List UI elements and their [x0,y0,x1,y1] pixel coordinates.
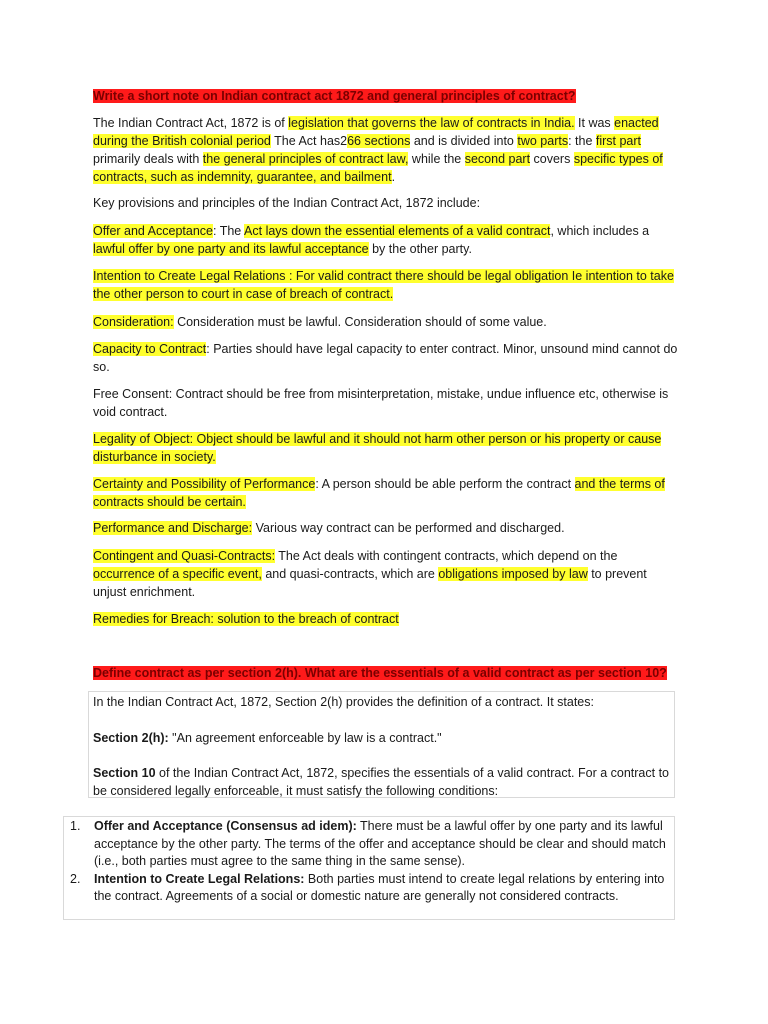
text-run: and is divided into [410,134,518,148]
question-heading-1 [93,87,678,105]
section-10-label: Section 10 [93,766,156,780]
highlight-run: occurrence of a specific event, [93,567,262,581]
text-run: . [391,170,396,184]
highlight-run: two parts [517,134,569,148]
provision-free-consent [93,385,678,421]
text-run: covers [530,152,574,166]
highlight-run: 66 sections [347,134,411,148]
highlight-run: the general principles of contract law, [202,152,409,166]
list-number: 1. [70,819,81,833]
highlight-run: legislation that governs the law of contracts in India. [288,116,575,130]
highlight-run: Remedies for Breach: solution to the breach of contract [93,612,399,626]
essentials-list-box [63,816,675,920]
highlight-run: Offer and Acceptance [93,224,213,238]
text-run: : the [568,134,596,148]
highlight-run: Consideration: [93,315,174,329]
key-provisions-intro [93,194,678,212]
provision-remedies [93,610,678,628]
text-run: It was [574,116,615,130]
key-provisions-text: Key provisions and principles of the Indian Contract Act, 1872 include: [93,196,481,210]
list-item [70,871,674,906]
section-2h-label: Section 2(h): [93,731,169,745]
highlight-run: Capacity to Contract [93,342,207,356]
text-run: The Indian Contract Act, 1872 is of [93,116,289,130]
text-run: to prevent unjust enrichment. [93,567,647,599]
text-run: by the other party. [368,242,472,256]
highlight-run: Contingent and Quasi-Contracts: [93,549,276,563]
text-run: Consideration must be lawful. Consideration should of some value. [173,315,547,329]
highlight-run: specific types of contracts, such as indemnity, guarantee, and bailment [93,152,663,184]
definition-box [88,691,675,798]
provision-legality [93,430,678,466]
text-run: primarily deals with [93,152,203,166]
text-run: The Act deals with contingent contracts, which depend on the [275,549,618,563]
text-run: : Parties should have legal capacity to enter contract. Minor, unsound mind cannot do so. [93,342,678,374]
highlight-run: Performance and Discharge: [93,521,253,535]
provision-offer-acceptance [93,222,678,258]
text-run: The Act has2 [270,134,348,148]
provision-performance [93,519,678,537]
heading-1-text: Write a short note on Indian contract act 1872 and general principles of contract? [93,89,576,103]
list-item [70,818,674,871]
highlight-run: Act lays down the essential elements of a valid contract [244,224,551,238]
provision-intention [93,267,678,303]
free-consent-text: Free Consent: Contract should be free from misinterpretation, mistake, undue influence etc, otherwise is void contract. [93,387,669,419]
provision-contingent [93,547,678,601]
heading-2-text: Define contract as per section 2(h). What are the essentials of a valid contract as per section 10? [93,666,667,680]
provision-certainty [93,475,678,511]
section-10-text: of the Indian Contract Act, 1872, specifies the essentials of a valid contract. For a contract to be considered legally enforceable, it must satisfy the following conditions: [93,766,670,798]
text-run: and quasi-contracts, which are [261,567,439,581]
highlight-run: Legality of Object: Object should be lawful and it should not harm other person or his property or cause disturbance in society. [93,432,662,464]
highlight-run: obligations imposed by law [438,567,588,581]
text-run: : The [213,224,245,238]
list-item-label: Intention to Create Legal Relations: [94,871,305,886]
highlight-run: first part [595,134,642,148]
highlight-run: Certainty and Possibility of Performance [93,477,316,491]
essentials-list [70,818,674,906]
provision-capacity [93,340,678,376]
list-item-text: Both parties must intend to create legal relations by entering into the contract. Agreements of a social or domestic nature are generally not considered contracts. [94,871,665,903]
text-run: Various way contract can be performed and discharged. [252,521,565,535]
question-heading-2 [93,664,678,682]
highlight-run: and the terms of contracts should be certain. [93,477,665,509]
intro-paragraph [93,114,678,186]
text-run: while the [408,152,465,166]
highlight-run: enacted during the British colonial period [93,116,659,148]
text-run: : A person should be able perform the contract [315,477,575,491]
list-item-text: There must be a lawful offer by one party and its lawful acceptance by the other party. The terms of the offer and acceptance should be clear and should match (i.e., both parties must agree to the same thing in the same sense). [94,819,666,868]
definition-intro-text: In the Indian Contract Act, 1872, Section 2(h) provides the definition of a contract. It states: [93,695,594,709]
list-item-label: Offer and Acceptance (Consensus ad idem): [94,819,357,833]
highlight-run: Intention to Create Legal Relations : For valid contract there should be legal obligation Ie intention to take the other person to court in case of breach of contract. [93,269,674,301]
section-2h-text: "An agreement enforceable by law is a contract." [168,731,442,745]
text-run: , which includes a [550,224,650,238]
highlight-run: second part [464,152,531,166]
list-number: 2. [70,871,81,886]
highlight-run: lawful offer by one party and its lawful acceptance [93,242,369,256]
provision-consideration [93,313,678,331]
